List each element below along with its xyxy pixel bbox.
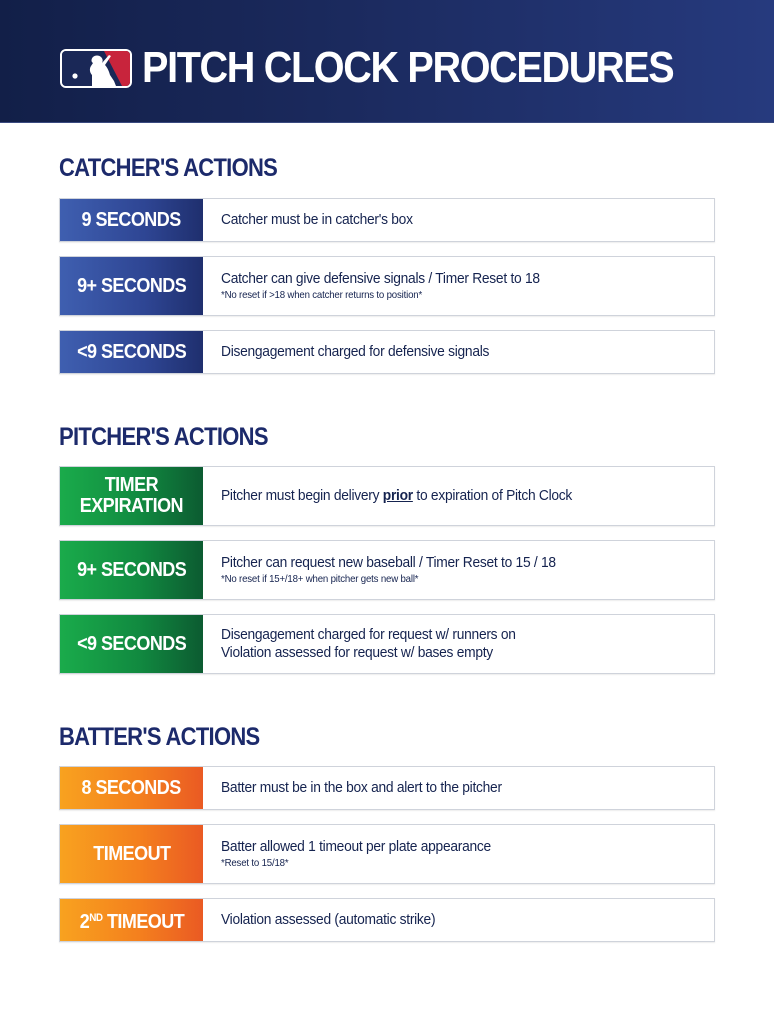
- rule-text: Pitcher must begin delivery prior to expiration of Pitch Clock: [221, 487, 573, 504]
- time-label: 2ND TIMEOUT: [60, 899, 203, 941]
- rule-text-2: Violation assessed for request w/ bases empty: [221, 644, 493, 661]
- pitcher-row-2: [59, 540, 715, 600]
- catcher-row-1: [59, 198, 715, 242]
- time-label: 9+ SECONDS: [60, 541, 203, 599]
- section-title-pitcher: PITCHER'S ACTIONS: [59, 423, 268, 451]
- rule-note: *No reset if >18 when catcher returns to position*: [221, 289, 423, 301]
- rule-text: Violation assessed (automatic strike): [221, 911, 436, 928]
- time-label: 9 SECONDS: [60, 199, 203, 241]
- rule-note: *No reset if 15+/18+ when pitcher gets new ball*: [221, 573, 419, 585]
- time-label: 9+ SECONDS: [60, 257, 203, 315]
- batter-row-3: [59, 898, 715, 942]
- rule-text: Batter allowed 1 timeout per plate appearance: [221, 838, 491, 855]
- time-label: <9 SECONDS: [60, 615, 203, 673]
- time-label: 8 SECONDS: [60, 767, 203, 809]
- header-banner: [0, 0, 774, 123]
- rule-text: Batter must be in the box and alert to the pitcher: [221, 779, 502, 796]
- rule-text: Disengagement charged for defensive signals: [221, 343, 490, 360]
- section-title-batter: BATTER'S ACTIONS: [59, 723, 260, 751]
- rule-text: Disengagement charged for request w/ runners on: [221, 626, 516, 643]
- page-title: PITCH CLOCK PROCEDURES: [142, 43, 674, 92]
- batter-row-1: [59, 766, 715, 810]
- batter-row-2: [59, 824, 715, 884]
- section-title-catcher: CATCHER'S ACTIONS: [59, 154, 278, 182]
- time-label: TIMER EXPIRATION: [60, 467, 203, 525]
- time-label: TIMEOUT: [60, 825, 203, 883]
- rule-note: *Reset to 15/18*: [221, 857, 289, 869]
- catcher-row-3: [59, 330, 715, 374]
- emphasis-prior: prior: [382, 487, 413, 504]
- rule-text: Pitcher can request new baseball / Timer Reset to 15 / 18: [221, 554, 556, 571]
- catcher-row-2: [59, 256, 715, 316]
- rule-text: Catcher must be in catcher's box: [221, 211, 413, 228]
- pitcher-row-1: [59, 466, 715, 526]
- mlb-logo-icon: [60, 49, 132, 88]
- time-label: <9 SECONDS: [60, 331, 203, 373]
- pitcher-row-3: [59, 614, 715, 674]
- rule-text: Catcher can give defensive signals / Timer Reset to 18: [221, 270, 540, 287]
